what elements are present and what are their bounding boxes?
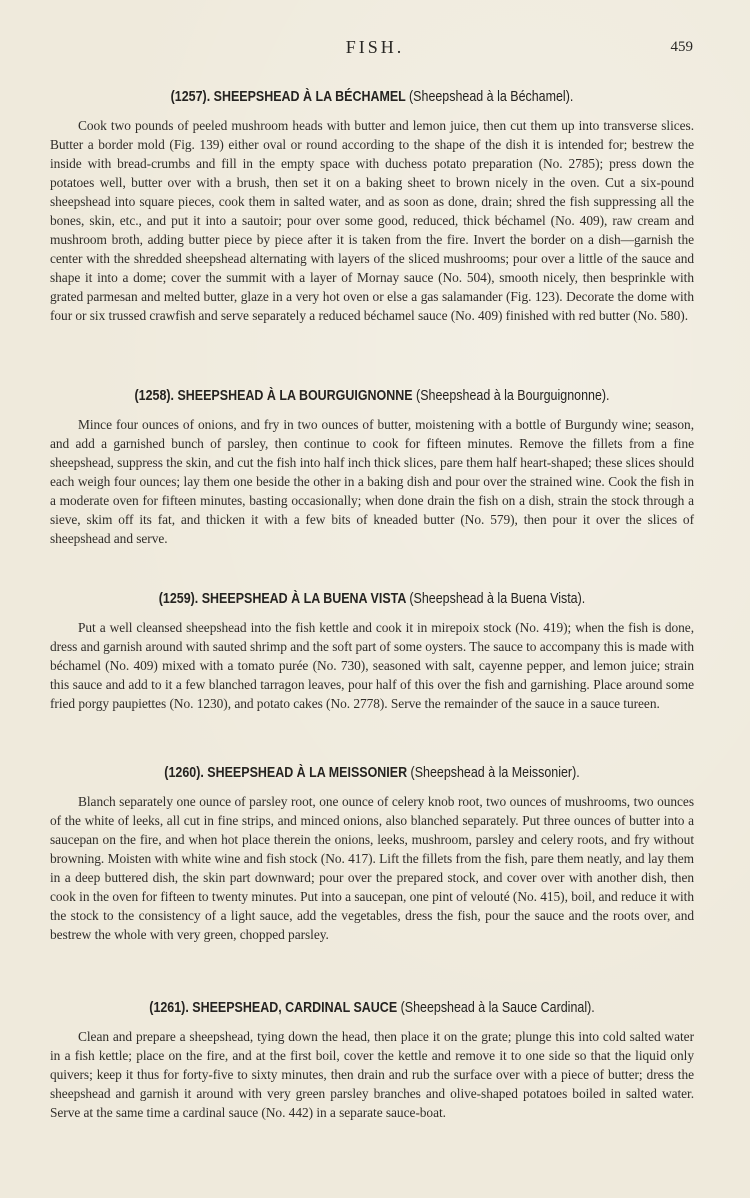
running-head [0, 37, 750, 63]
recipe-body: Mince four ounces of onions, and fry in two ounces of butter, moistening with a bottle of Burgundy wine; season, and add a garnished bunch of parsley, then continue to cook for fifteen minutes. Remove the fillets from a fine sheepshead, suppress the skin, and cut the fish into half inch thick slices, pare them half heart-shaped; these slices should each weigh four ounces; lay them one beside the other in a baking dish and pour over the strained wine. Cook the fish in a moderate oven for fifteen minutes, basting occasionally; when done drain the fish on a dish, strain the stock through a sieve, skim off its fat, and thicken it with a few bits of kneaded butter (No. 579), then pour it over the slices of sheepshead and serve. [50, 417, 694, 547]
recipe-title: SHEEPSHEAD À LA BUENA VISTA [201, 591, 406, 607]
recipe-heading [95, 387, 649, 405]
recipe-heading [95, 590, 649, 608]
recipe-subtitle: (Sheepshead à la Buena Vista). [409, 591, 586, 607]
recipe-number: (1261). [149, 1000, 189, 1016]
recipe-title: SHEEPSHEAD, CARDINAL SAUCE [192, 1000, 398, 1016]
recipe-subtitle: (Sheepshead à la Meissonier). [410, 765, 580, 781]
recipe-1261 [50, 999, 694, 1122]
recipe-body: Put a well cleansed sheepshead into the fish kettle and cook it in mirepoix stock (No. 419); when the fish is done, dress and garnish around with sauted shrimp and the soft part of some oysters. The sauce to accompany this is made with béchamel (No. 409) mixed with a tomato purée (No. 730), seasoned with salt, cayenne pepper, and lemon juice; strain this sauce and add to it a few blanched tarragon leaves, pour half of this over the fish and garnishing. Place around some fried porgy paupiettes (No. 1230), and potato cakes (No. 2778). Serve the remainder of the sauce in a sauce tureen. [50, 620, 694, 712]
recipe-title: SHEEPSHEAD À LA BÉCHAMEL [213, 89, 406, 105]
recipe-1260 [50, 764, 694, 944]
recipe-1257 [50, 88, 694, 326]
recipe-number: (1257). [170, 89, 211, 105]
recipe-title: SHEEPSHEAD À LA MEISSONIER [207, 765, 408, 781]
recipe-number: (1260). [164, 765, 204, 781]
recipe-subtitle: (Sheepshead à la Bourguignonne). [416, 388, 610, 404]
recipe-subtitle: (Sheepshead à la Béchamel). [409, 89, 574, 105]
recipe-title: SHEEPSHEAD À LA BOURGUIGNONNE [177, 388, 413, 404]
recipe-1259 [50, 590, 694, 713]
recipe-1258 [50, 387, 694, 548]
recipe-number: (1259). [158, 591, 199, 607]
running-title: FISH. [345, 37, 405, 57]
recipe-number: (1258). [134, 388, 175, 404]
recipe-body: Clean and prepare a sheepshead, tying down the head, then place it on the grate; plunge this into cold salted water in a fish kettle; place on the fire, and at the first boil, cover the kettle and remove it to one side so that the liquid only quivers; keep it thus for forty-five to sixty minutes, then drain and rub the surface over with a piece of butter; dress the sheepshead and garnish it around with very green parsley branches and olive-shaped potatoes boiled in salted water. Serve at the same time a cardinal sauce (No. 442) in a separate sauce-boat. [50, 1029, 694, 1121]
recipe-body: Blanch separately one ounce of parsley root, one ounce of celery knob root, two ounces of mushrooms, two ounces of the white of leeks, all cut in fine strips, and minced onions, also blanched separately. Put three ounces of butter into a saucepan on the fire, and when hot place therein the onions, leeks, mushroom, parsley and celery roots, and fry without browning. Moisten with white wine and fish stock (No. 417). Lift the fillets from the fish, pare them neatly, and lay them in a deep buttered dish, the skin part downward; pour over the prepared stock, and cover over with another dish, then cook in the oven for fifteen to twenty minutes. Put into a saucepan, one pint of velouté (No. 415), boil, and reduce it with the stock to the consistency of a light sauce, add the vegetables, dress the fish, pour the sauce and the roots over, and bestrew the whole with very green, chopped parsley. [50, 794, 694, 943]
page-number: 459 [670, 39, 693, 55]
recipe-subtitle: (Sheepshead à la Sauce Cardinal). [400, 1000, 595, 1016]
recipe-heading [95, 88, 649, 106]
recipe-heading [95, 764, 649, 782]
recipe-body: Cook two pounds of peeled mushroom heads with butter and lemon juice, then cut them up into transverse slices. Butter a border mold (Fig. 139) either oval or round according to the shape of the dish it is intended for; bestrew the inside with bread-crumbs and fill in the empty space with duchess potato preparation (No. 2785); press down the potatoes well, butter over with a brush, then set it on a baking sheet to brown nicely in the oven. Cut a six-pound sheepshead into square pieces, cook them in salted water, and as soon as done, drain; shred the fish suppressing all the bones, skin, etc., and put it into a sautoir; pour over some good, reduced, thick béchamel (No. 409), raw cream and mushroom broth, adding butter piece by piece after it is taken from the fire. Invert the border on a dish—garnish the center with the shredded sheepshead alternating with layers of the sliced mushrooms; pour over a little of the sauce and shape it into a dome; cover the summit with a layer of Mornay sauce (No. 504), smooth nicely, then besprinkle with grated parmesan and melted butter, glaze in a very hot oven or else a gas salamander (Fig. 123). Decorate the dome with four or six trussed crawfish and serve separately a reduced béchamel sauce (No. 409) finished with red butter (No. 580). [50, 118, 694, 324]
recipe-heading [95, 999, 649, 1017]
